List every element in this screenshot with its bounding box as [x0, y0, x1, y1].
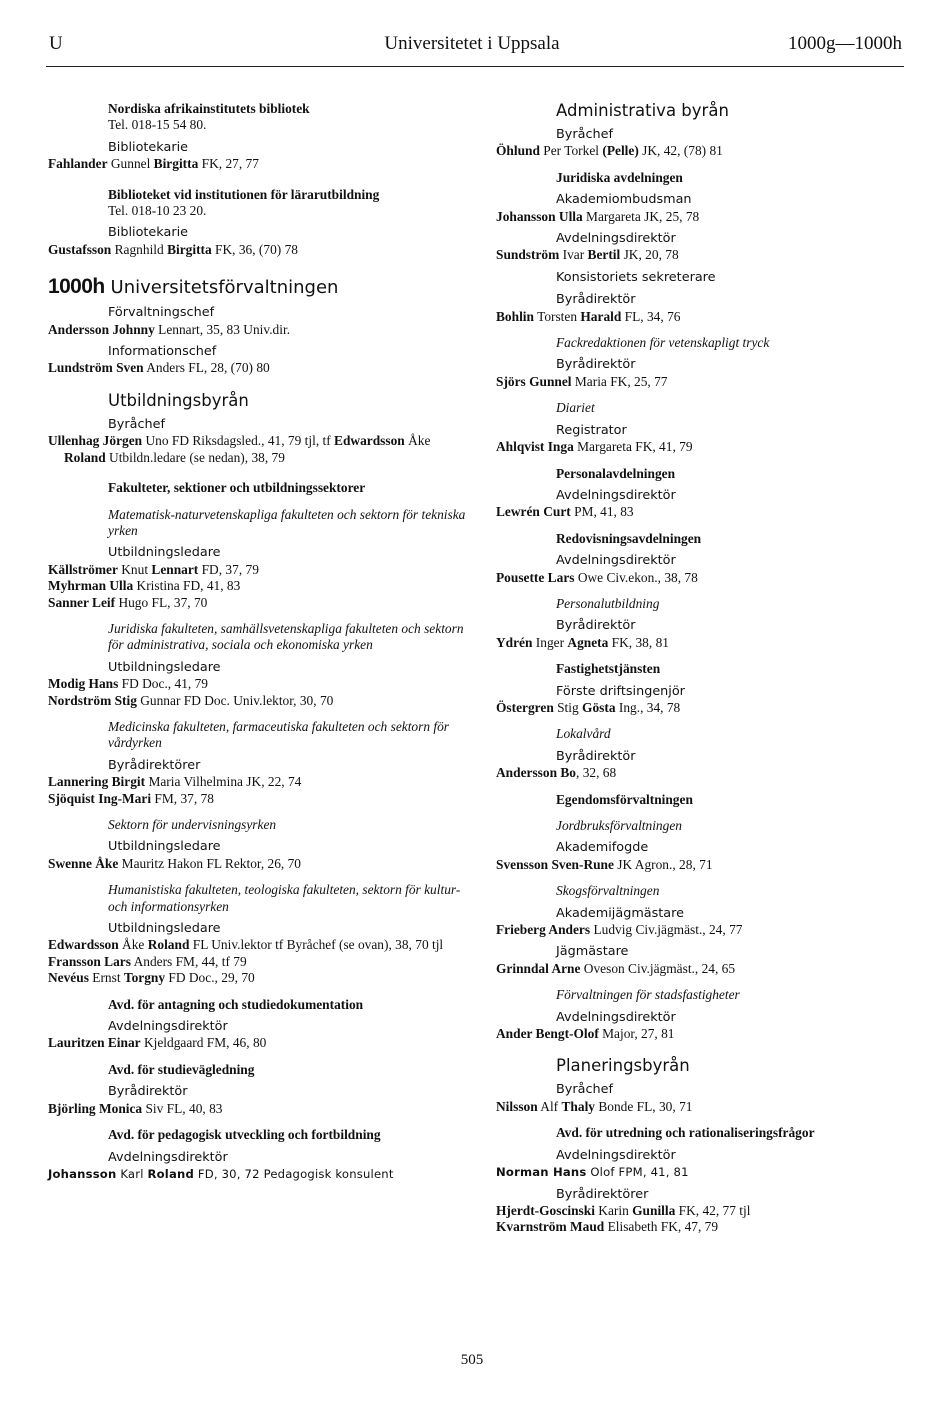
role-title: Avdelningsdirektör	[556, 1147, 676, 1163]
role-title: Byrådirektör	[556, 292, 636, 308]
person-entry: Norman Hans Olof FPM, 41, 81	[496, 1165, 689, 1180]
division-heading: Medicinska fakulteten, farmaceutiska fakulteten och sektorn för vårdyrken	[108, 718, 449, 751]
header-rule	[46, 66, 904, 67]
section-heading: Fastighetstjänsten	[556, 661, 661, 677]
role-title: Avdelningsdirektör	[556, 487, 676, 503]
person-entry: Nordström Stig Gunnar FD Doc. Univ.lektor, 30, 70	[48, 692, 334, 708]
person-entry: Kvarnström Maud Elisabeth FK, 47, 79	[496, 1219, 719, 1235]
unit-code: 1000h	[48, 275, 105, 299]
person-entry: Lewrén Curt PM, 41, 83	[496, 504, 634, 520]
section-heading: Personalavdelningen	[556, 465, 676, 481]
person-entry: Pousette Lars Owe Civ.ekon., 38, 78	[496, 569, 698, 585]
subheading: Planeringsbyrån	[556, 1056, 690, 1076]
person-entry: Andersson Bo, 32, 68	[496, 765, 617, 781]
role-title: Akademifogde	[556, 840, 649, 856]
role-title: Avdelningsdirektör	[556, 1009, 676, 1025]
role-title: Akademijägmästare	[556, 905, 685, 921]
person-entry: Sanner Leif Hugo FL, 37, 70	[48, 594, 208, 610]
person-entry: Nilsson Alf Thaly Bonde FL, 30, 71	[496, 1098, 693, 1114]
person-entry: Björling Monica Siv FL, 40, 83	[48, 1100, 223, 1116]
unit-title: Universitetsförvaltningen	[110, 277, 339, 299]
person-entry: Andersson Johnny Lennart, 35, 83 Univ.dir.	[48, 321, 291, 337]
right-column	[496, 101, 906, 1236]
role-title: Byrådirektör	[108, 1084, 188, 1100]
person-entry: Edwardsson Åke Roland FL Univ.lektor tf Byråchef (se ovan), 38, 70 tjl	[48, 937, 444, 953]
person-entry: Hjerdt-Goscinski Karin Gunilla FK, 42, 77 tjl	[496, 1202, 751, 1218]
role-title: Byråchef	[556, 1082, 613, 1098]
role-title: Avdelningsdirektör	[108, 1149, 228, 1165]
header-range: 1000g—1000h	[788, 33, 902, 54]
division-heading: Förvaltningen för stadsfastigheter	[556, 987, 740, 1003]
person-entry: Ander Bengt-Olof Major, 27, 81	[496, 1026, 675, 1042]
person-entry: Källströmer Knut Lennart FD, 37, 79	[48, 561, 259, 577]
role-title: Jägmästare	[556, 944, 629, 960]
person-entry: Fahlander Gunnel Birgitta FK, 27, 77	[48, 156, 259, 172]
person-entry: Lundström Sven Anders FL, 28, (70) 80	[48, 360, 270, 376]
section-heading: Biblioteket vid institutionen för lärarutbildning	[108, 186, 380, 202]
person-entry: Ahlqvist Inga Margareta FK, 41, 79	[496, 439, 693, 455]
role-title: Byrådirektörer	[556, 1186, 649, 1202]
role-title: Avdelningsdirektör	[556, 231, 676, 247]
section-heading: Avd. för pedagogisk utveckling och fortbildning	[108, 1127, 381, 1143]
role-title: Utbildningsledare	[108, 545, 221, 561]
person-entry: Ydrén Inger Agneta FK, 38, 81	[496, 634, 669, 650]
person-entry: Lauritzen Einar Kjeldgaard FM, 46, 80	[48, 1035, 267, 1051]
person-entry: Frieberg Anders Ludvig Civ.jägmäst., 24, 77	[496, 922, 743, 938]
person-entry: Swenne Åke Mauritz Hakon FL Rektor, 26, 70	[48, 855, 302, 871]
section-heading: Juridiska avdelningen	[556, 169, 683, 185]
telephone: Tel. 018-15 54 80.	[108, 117, 207, 133]
role-title: Byrådirektör	[556, 618, 636, 634]
section-heading: Nordiska afrikainstitutets bibliotek	[108, 101, 310, 116]
header-title: Universitetet i Uppsala	[384, 33, 560, 54]
section-heading: Fakulteter, sektioner och utbildningssektorer	[108, 480, 366, 496]
person-entry: Sjöquist Ing-Mari FM, 37, 78	[48, 790, 214, 806]
role-title: Förvaltningschef	[108, 305, 215, 321]
section-heading: Avd. för antagning och studiedokumentation	[108, 996, 364, 1012]
person-entry: Grinndal Arne Oveson Civ.jägmäst., 24, 65	[496, 960, 736, 976]
person-entry: Johansson Karl Roland FD, 30, 72 Pedagogisk konsulent	[48, 1166, 394, 1181]
role-title: Akademiombudsman	[556, 192, 692, 208]
person-entry: Ullenhag Jörgen Uno FD Riksdagsled., 41, 79 tjl, tf Edwardsson Åke Roland Utbildn.ledare (se nedan), 38, 79	[48, 433, 431, 465]
person-entry: Bohlin Torsten Harald FL, 34, 76	[496, 308, 681, 324]
division-heading: Fackredaktionen för vetenskapligt tryck	[556, 335, 770, 351]
division-heading: Matematisk-naturvetenskapliga fakulteten och sektorn för tekniska yrken	[108, 506, 466, 538]
role-title: Avdelningsdirektör	[556, 553, 676, 569]
division-heading: Personalutbildning	[556, 595, 660, 611]
role-title: Byrådirektör	[556, 748, 636, 764]
unit-heading	[48, 276, 466, 299]
person-entry: Myhrman Ulla Kristina FD, 41, 83	[48, 578, 241, 594]
role-title: Byråchef	[556, 127, 613, 142]
division-heading: Lokalvård	[556, 726, 611, 742]
section-heading: Redovisningsavdelningen	[556, 530, 702, 546]
section-heading: Avd. för utredning och rationaliseringsfrågor	[556, 1125, 815, 1141]
person-entry: Östergren Stig Gösta Ing., 34, 78	[496, 699, 681, 715]
person-entry: Gustafsson Ragnhild Birgitta FK, 36, (70) 78	[48, 241, 298, 257]
header-section-letter: U	[49, 33, 63, 54]
section-heading: Egendomsförvaltningen	[556, 791, 693, 807]
division-heading: Jordbruksförvaltningen	[556, 818, 682, 833]
division-heading: Humanistiska fakulteten, teologiska fakulteten, sektorn för kultur- och informationsyrken	[108, 882, 461, 914]
role-title: Byråchef	[108, 416, 165, 432]
role-title: Bibliotekarie	[108, 225, 189, 241]
division-heading: Juridiska fakulteten, samhällsvetenskapliga fakulteten och sektorn för administrativa, sociala och ekonomiska yrken	[108, 620, 464, 653]
role-title: Utbildningsledare	[108, 839, 221, 855]
role-title: Utbildningsledare	[108, 921, 221, 937]
person-entry: Öhlund Per Torkel (Pelle) JK, 42, (78) 81	[496, 143, 723, 159]
person-entry: Fransson Lars Anders FM, 44, tf 79	[48, 953, 247, 969]
role-title: Konsistoriets sekreterare	[556, 269, 716, 285]
person-entry: Sundström Ivar Bertil JK, 20, 78	[496, 247, 679, 263]
role-title: Förste driftsingenjör	[556, 683, 685, 699]
telephone: Tel. 018-10 23 20.	[108, 203, 207, 219]
division-heading: Skogsförvaltningen	[556, 883, 660, 899]
role-title: Registrator	[556, 422, 627, 438]
person-entry: Svensson Sven-Rune JK Agron., 28, 71	[496, 856, 713, 872]
person-entry: Lannering Birgit Maria Vilhelmina JK, 22, 74	[48, 774, 302, 790]
section-heading: Avd. för studievägledning	[108, 1061, 255, 1077]
division-heading: Sektorn för undervisningsyrken	[108, 817, 277, 832]
page-number: 505	[460, 1352, 484, 1368]
person-entry: Nevéus Ernst Torgny FD Doc., 29, 70	[48, 970, 255, 986]
left-column	[48, 101, 466, 1182]
role-title: Utbildningsledare	[108, 659, 221, 675]
role-title: Byrådirektör	[556, 357, 636, 373]
subheading: Utbildningsbyrån	[108, 390, 249, 410]
role-title: Bibliotekarie	[108, 139, 189, 155]
person-entry: Sjörs Gunnel Maria FK, 25, 77	[496, 373, 668, 389]
role-title: Informationschef	[108, 344, 217, 360]
role-title: Avdelningsdirektör	[108, 1019, 228, 1035]
division-heading: Diariet	[556, 400, 595, 416]
subheading: Administrativa byrån	[556, 101, 729, 120]
role-title: Byrådirektörer	[108, 757, 201, 773]
person-entry: Johansson Ulla Margareta JK, 25, 78	[496, 208, 700, 224]
person-entry: Modig Hans FD Doc., 41, 79	[48, 676, 208, 692]
